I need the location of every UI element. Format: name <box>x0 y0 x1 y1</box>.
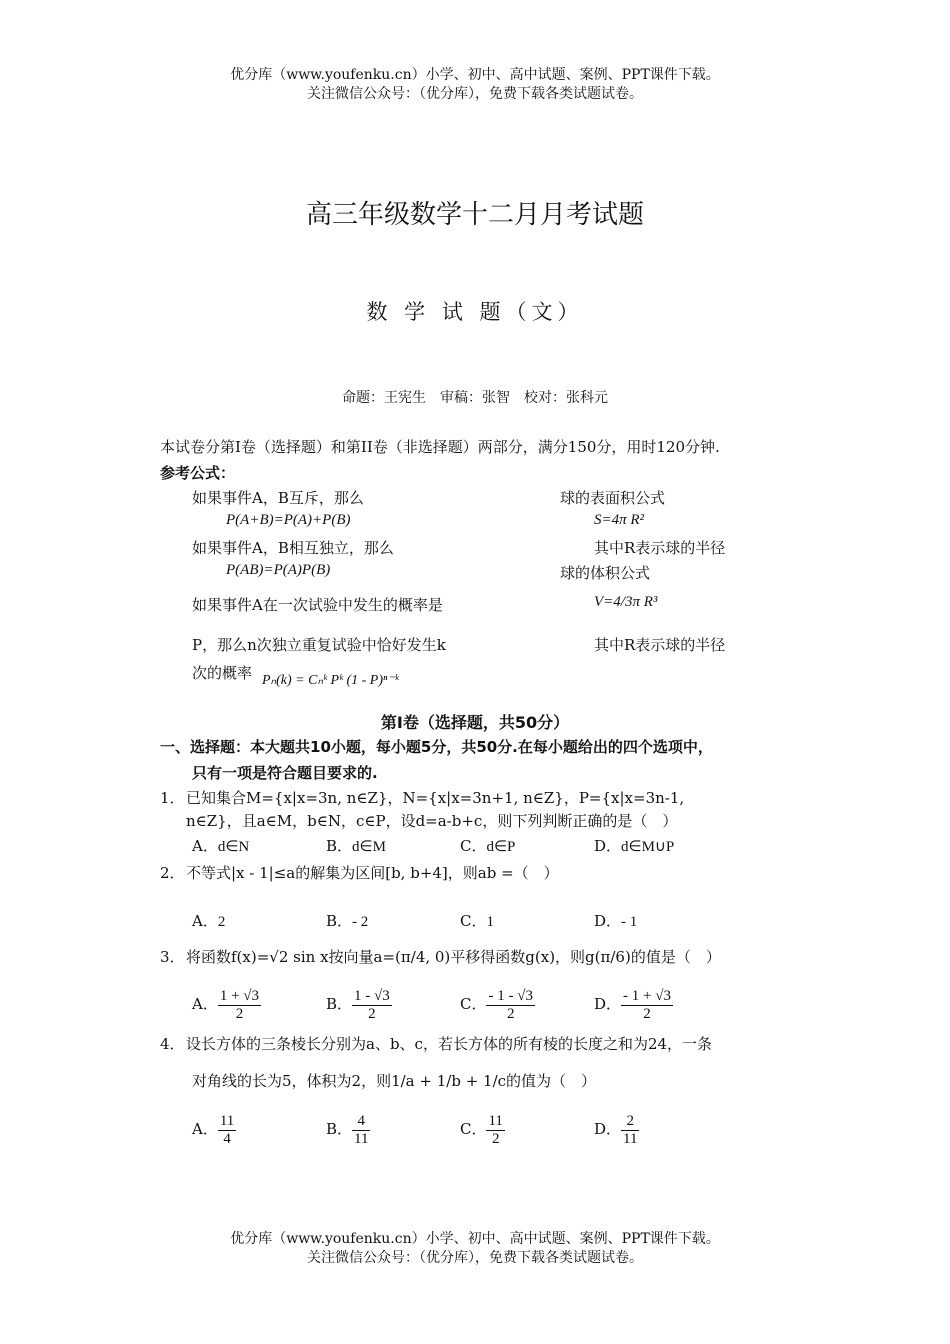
formula-exclusive: P(A+B)=P(A)+P(B) <box>226 512 351 528</box>
option-label: C． <box>460 912 487 930</box>
option-fraction: $\frac{11}{4}$ <box>219 1113 235 1147</box>
option-label: A． <box>192 912 218 930</box>
formula-surface: S=4π R² <box>594 512 645 528</box>
formula-volume: V=4/3π R³ <box>594 594 658 610</box>
formula-volume-title: 球的体积公式 <box>560 564 651 582</box>
question-1-stem-1: 已知集合M={x|x=3n, n∈Z}，N={x|x=3n+1, n∈Z}，P={x|x=3n-1, <box>186 789 685 807</box>
formula-prob-line-2: P，那么n次独立重复试验中恰好发生k <box>192 636 446 654</box>
option-label: B． <box>326 995 353 1013</box>
option-d <box>594 1113 639 1147</box>
option-a <box>192 1113 236 1147</box>
option-text: 2 <box>217 914 226 930</box>
header-line-1: 优分库（www.youfenku.cn）小学、初中、高中试题、案例、PPT课件下载。 <box>230 67 720 83</box>
option-fraction: $\frac{- 1 - √3}{2}$ <box>488 988 533 1022</box>
formula-heading: 参考公式： <box>160 464 236 482</box>
question-number: 1． <box>160 789 185 807</box>
formula-prob-line-1: 如果事件A在一次试验中发生的概率是 <box>192 596 443 614</box>
page-subtitle: 数 学 试 题（文） <box>366 300 584 324</box>
option-c <box>460 988 535 1022</box>
option-fraction: $\frac{4}{11}$ <box>354 1113 369 1147</box>
option-label: D． <box>594 912 622 930</box>
question-4-stem-1: 设长方体的三条棱长分别为a、b、c，若长方体的所有棱的长度之和为24，一条 <box>186 1035 713 1053</box>
option-d <box>594 910 637 931</box>
option-a <box>192 988 261 1022</box>
formula-independent-text: 如果事件A，B相互独立，那么 <box>192 539 394 557</box>
option-text: d∈P <box>486 839 516 855</box>
option-label: D． <box>594 995 622 1013</box>
option-c <box>460 1113 505 1147</box>
option-label: B． <box>326 837 353 855</box>
option-label: D． <box>594 1120 622 1138</box>
section-title: 第Ⅰ卷（选择题，共50分） <box>380 713 570 732</box>
question-4-stem-2: 对角线的长为5，体积为2，则1/a + 1/b + 1/c的值为（ ） <box>192 1072 597 1090</box>
page-title: 高三年级数学十二月月考试题 <box>305 200 644 230</box>
option-label: B． <box>326 912 353 930</box>
formula-surface-note: 其中R表示球的半径 <box>594 539 726 557</box>
option-fraction: $\frac{2}{11}$ <box>623 1113 638 1147</box>
option-fraction: $\frac{- 1 + √3}{2}$ <box>623 988 671 1022</box>
header-line-2: 关注微信公众号：（优分库），免费下载各类试题试卷。 <box>307 86 643 102</box>
option-b <box>326 910 368 931</box>
option-d <box>594 988 673 1022</box>
option-text: d∈N <box>217 839 250 855</box>
option-label: C． <box>460 837 487 855</box>
option-label: B． <box>326 1120 353 1138</box>
option-fraction: $\frac{1 - √3}{2}$ <box>354 988 390 1022</box>
option-label: D． <box>594 837 622 855</box>
question-3-stem: 将函数f(x)=√2 sin x按向量a=(π/4, 0)平移得函数g(x)，则g(π/6)的值是（ ） <box>186 948 721 966</box>
section-instruction-2: 只有一项是符合题目要求的. <box>192 764 378 782</box>
question-1-stem-2: n∈Z}，且a∈M，b∈N，c∈P，设d=a-b+c，则下列判断正确的是（ ） <box>186 812 678 830</box>
option-label: A． <box>192 1120 218 1138</box>
option-label: A． <box>192 837 218 855</box>
option-fraction: $\frac{11}{2}$ <box>488 1113 503 1147</box>
option-text: 1 <box>486 914 494 930</box>
option-c <box>460 835 515 856</box>
formula-binomial: Pₙ(k) = Cₙᵏ Pᵏ (1 - P)ⁿ⁻ᵏ <box>262 673 399 688</box>
option-b <box>326 988 392 1022</box>
formula-volume-note: 其中R表示球的半径 <box>594 636 726 654</box>
question-number: 3． <box>160 948 185 966</box>
section-instruction-1: 一、选择题：本大题共10小题，每小题5分，共50分.在每小题给出的四个选项中， <box>160 738 713 756</box>
option-b <box>326 835 386 856</box>
formula-exclusive-text: 如果事件A，B互斥，那么 <box>192 489 364 507</box>
formula-surface-title: 球的表面积公式 <box>560 489 666 507</box>
option-text: - 1 <box>621 914 638 930</box>
option-a <box>192 910 225 931</box>
option-text: d∈M∪P <box>621 839 675 855</box>
option-fraction: $\frac{1 + √3}{2}$ <box>219 988 260 1022</box>
formula-prob-line-3: 次的概率 <box>192 664 253 682</box>
option-d <box>594 835 674 856</box>
footer-line-1: 优分库（www.youfenku.cn）小学、初中、高中试题、案例、PPT课件下载。 <box>230 1231 720 1247</box>
footer-line-2: 关注微信公众号：（优分库），免费下载各类试题试卷。 <box>307 1250 643 1266</box>
option-text: d∈M <box>352 839 386 855</box>
formula-independent: P(AB)=P(A)P(B) <box>226 562 331 578</box>
option-a <box>192 835 249 856</box>
option-label: C． <box>460 995 487 1013</box>
option-label: A． <box>192 995 218 1013</box>
intro-text: 本试卷分第I卷（选择题）和第II卷（非选择题）两部分，满分150分，用时120分钟. <box>160 438 720 456</box>
option-label: C． <box>460 1120 487 1138</box>
credits: 命题：王宪生 审稿：张智 校对：张科元 <box>342 390 608 406</box>
question-number: 2． <box>160 864 185 882</box>
option-c <box>460 910 494 931</box>
question-2-stem: 不等式|x - 1|≤a的解集为区间[b, b+4]，则ab =（ ） <box>186 864 559 882</box>
option-b <box>326 1113 370 1147</box>
question-number: 4． <box>160 1035 185 1053</box>
option-text: - 2 <box>352 914 369 930</box>
